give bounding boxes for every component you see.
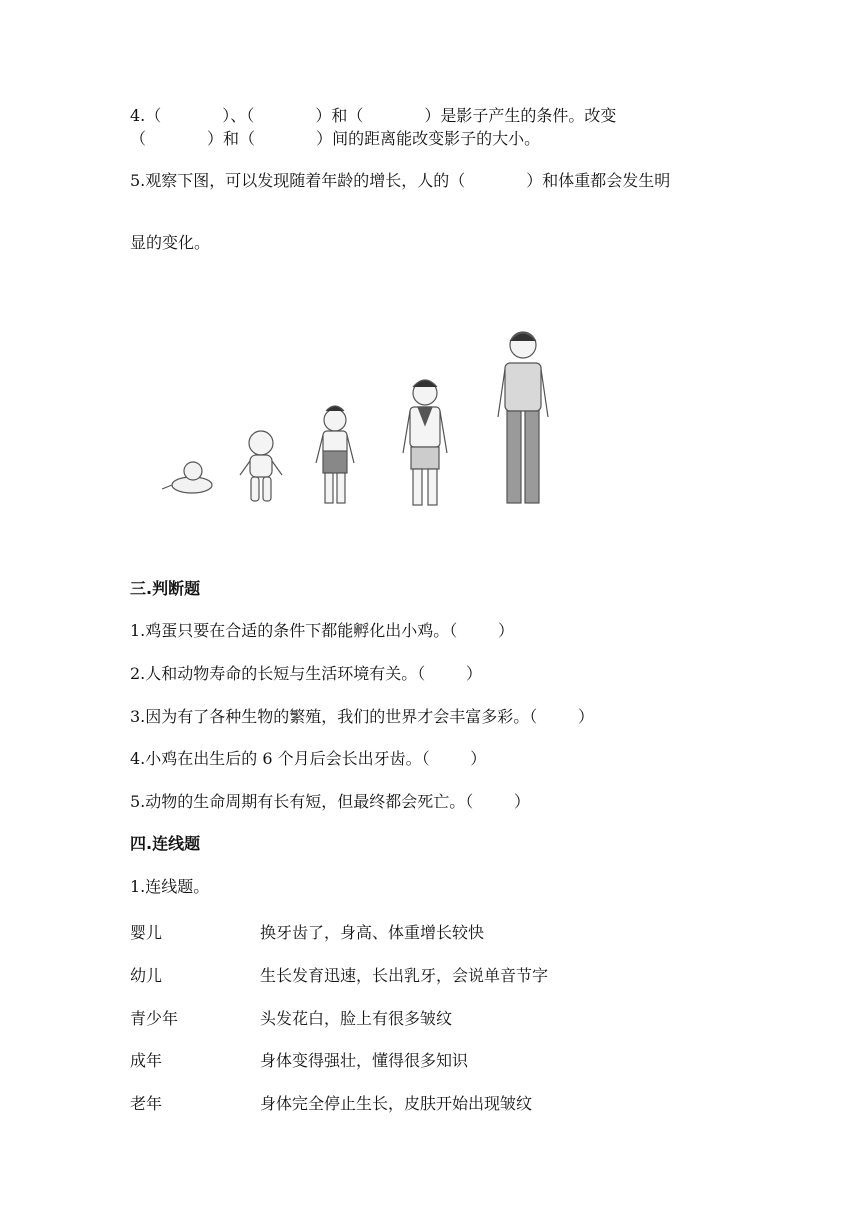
question-4-line-1: 4.（ ）、（ ）和（ ）是影子产生的条件。改变 <box>130 106 617 125</box>
matching-left-item: 老年 <box>130 1094 163 1113</box>
toddler-icon <box>240 431 282 501</box>
matching-right-item: 换牙齿了，身高、体重增长较快 <box>260 923 485 942</box>
matching-left-item: 成年 <box>130 1051 163 1070</box>
matching-left-item: 青少年 <box>130 1009 179 1028</box>
question-4-line-2: （ ）和（ ）间的距离能改变影子的大小。 <box>130 129 541 148</box>
matching-right-item: 身体完全停止生长，皮肤开始出现皱纹 <box>260 1094 533 1113</box>
human-growth-figure <box>150 325 570 515</box>
matching-left-item: 婴儿 <box>130 923 163 942</box>
adult-icon <box>498 332 548 503</box>
judgement-item: 3.因为有了各种生物的繁殖，我们的世界才会丰富多彩。（ ） <box>130 707 594 726</box>
matching-right-item: 生长发育迅速，长出乳牙，会说单音节字 <box>260 966 549 985</box>
section-title-judgement: 三.判断题 <box>130 579 201 598</box>
judgement-item: 2.人和动物寿命的长短与生活环境有关。（ ） <box>130 664 482 683</box>
judgement-item: 1.鸡蛋只要在合适的条件下都能孵化出小鸡。（ ） <box>130 621 514 640</box>
question-5-line-1: 5.观察下图，可以发现随着年龄的增长，人的（ ）和体重都会发生明 <box>130 171 671 190</box>
matching-left-item: 幼儿 <box>130 966 163 985</box>
section-title-matching: 四.连线题 <box>130 834 201 853</box>
youth-icon <box>403 380 447 505</box>
child-icon <box>316 406 354 503</box>
judgement-item: 5.动物的生命周期有长有短，但最终都会死亡。（ ） <box>130 792 530 811</box>
question-5-line-2: 显的变化。 <box>130 233 211 252</box>
infant-icon <box>162 462 212 493</box>
matching-right-item: 身体变得强壮，懂得很多知识 <box>260 1051 469 1070</box>
matching-question: 1.连线题。 <box>130 877 210 896</box>
judgement-item: 4.小鸡在出生后的 6 个月后会长出牙齿。（ ） <box>130 749 487 768</box>
matching-right-item: 头发花白，脸上有很多皱纹 <box>260 1009 453 1028</box>
